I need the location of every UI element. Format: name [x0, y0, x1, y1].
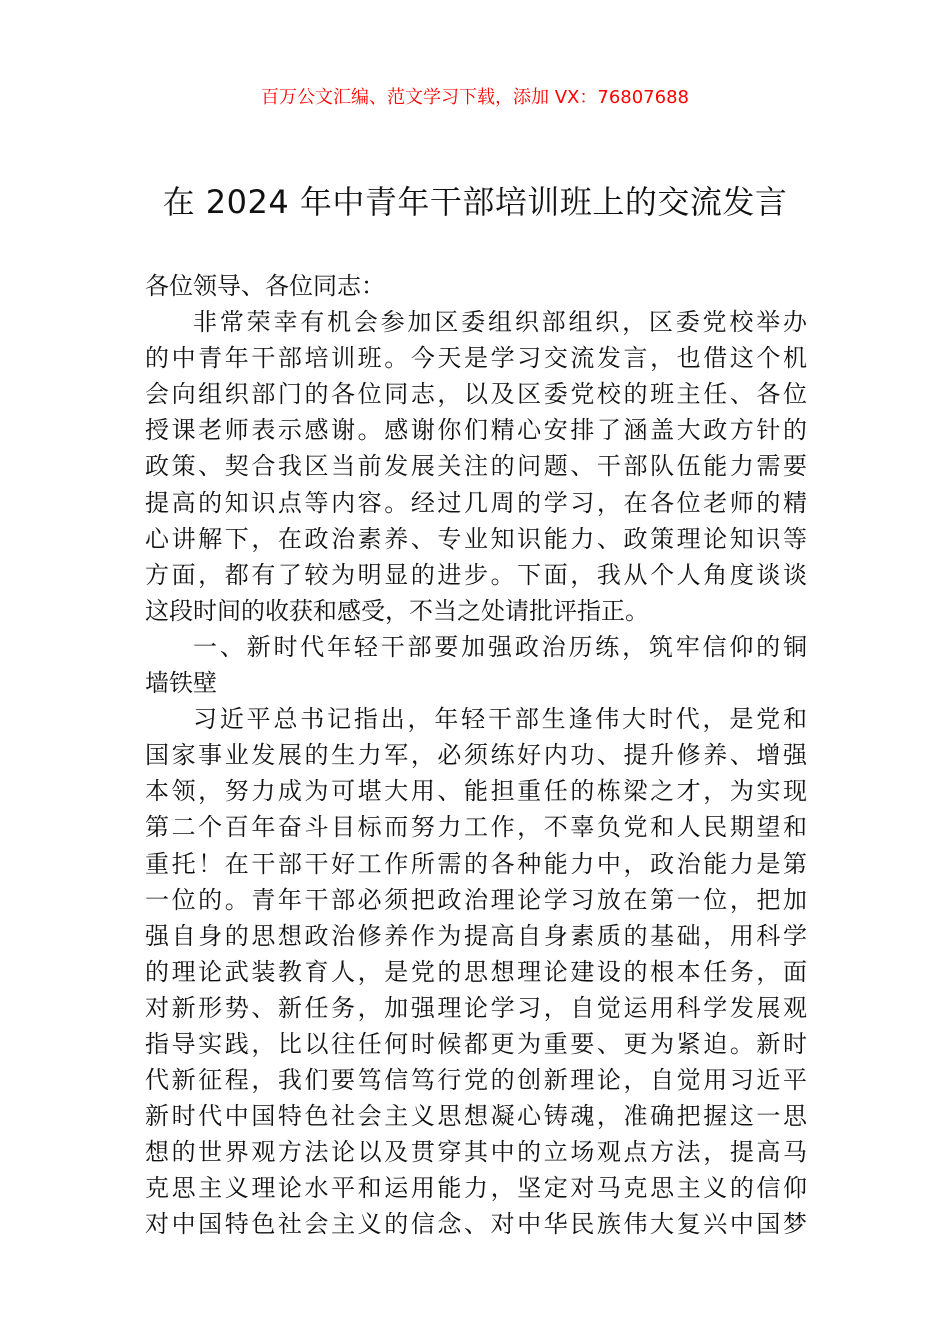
- text-line: 新时代中国特色社会主义思想凝心铸魂，准确把握这一思: [145, 1102, 807, 1131]
- section-heading-line: 墙铁壁: [145, 669, 217, 698]
- document-title: 在 2024 年中青年干部培训班上的交流发言: [162, 183, 788, 221]
- text-line: 的中青年干部培训班。今天是学习交流发言，也借这个机: [145, 344, 807, 373]
- text-line: 心讲解下，在政治素养、专业知识能力、政策理论知识等: [145, 524, 807, 553]
- text-line: 代新征程，我们要笃信笃行党的创新理论，自觉用习近平: [145, 1066, 807, 1095]
- text-line: 会向组织部门的各位同志，以及区委党校的班主任、各位: [145, 380, 807, 409]
- text-line: 克思主义理论水平和运用能力，坚定对马克思主义的信仰: [145, 1174, 807, 1203]
- text-line: 政策、契合我区当前发展关注的问题、干部队伍能力需要: [145, 452, 807, 481]
- text-line: 对中国特色社会主义的信念、对中华民族伟大复兴中国梦: [145, 1210, 807, 1239]
- text-line: 强自身的思想政治修养作为提高自身素质的基础，用科学: [145, 921, 807, 950]
- text-line: 想的世界观方法论以及贯穿其中的立场观点方法，提高马: [145, 1138, 807, 1167]
- text-line: 对新形势、新任务，加强理论学习，自觉运用科学发展观: [145, 993, 807, 1022]
- text-line: 重托！在干部干好工作所需的各种能力中，政治能力是第: [145, 849, 807, 878]
- text-line: 第二个百年奋斗目标而努力工作，不辜负党和人民期望和: [145, 813, 807, 842]
- text-line: 本领，努力成为可堪大用、能担重任的栋梁之才，为实现: [145, 777, 807, 806]
- text-line: 一位的。青年干部必须把政治理论学习放在第一位，把加: [145, 885, 807, 914]
- text-line: 国家事业发展的生力军，必须练好内功、提升修养、增强: [145, 741, 807, 770]
- text-line: 非常荣幸有机会参加区委组织部组织，区委党校举办: [193, 308, 807, 337]
- text-line: 指导实践，比以往任何时候都更为重要、更为紧迫。新时: [145, 1029, 807, 1058]
- salutation-line: 各位领导、各位同志：: [145, 272, 385, 300]
- text-line: 授课老师表示感谢。感谢你们精心安排了涵盖大政方针的: [145, 416, 807, 445]
- section-heading-line: 一、新时代年轻干部要加强政治历练，筑牢信仰的铜: [193, 632, 807, 661]
- text-line: 这段时间的收获和感受，不当之处请批评指正。: [145, 596, 649, 625]
- text-line: 方面，都有了较为明显的进步。下面，我从个人角度谈谈: [145, 560, 807, 589]
- document-body: [145, 268, 807, 1243]
- text-line: 提高的知识点等内容。经过几周的学习，在各位老师的精: [145, 488, 807, 517]
- promo-banner: 百万公文汇编、范文学习下载，添加 VX：76807688: [261, 87, 689, 108]
- text-line: 的理论武装教育人，是党的思想理论建设的根本任务，面: [145, 957, 807, 986]
- text-line: 习近平总书记指出，年轻干部生逢伟大时代，是党和: [193, 705, 807, 734]
